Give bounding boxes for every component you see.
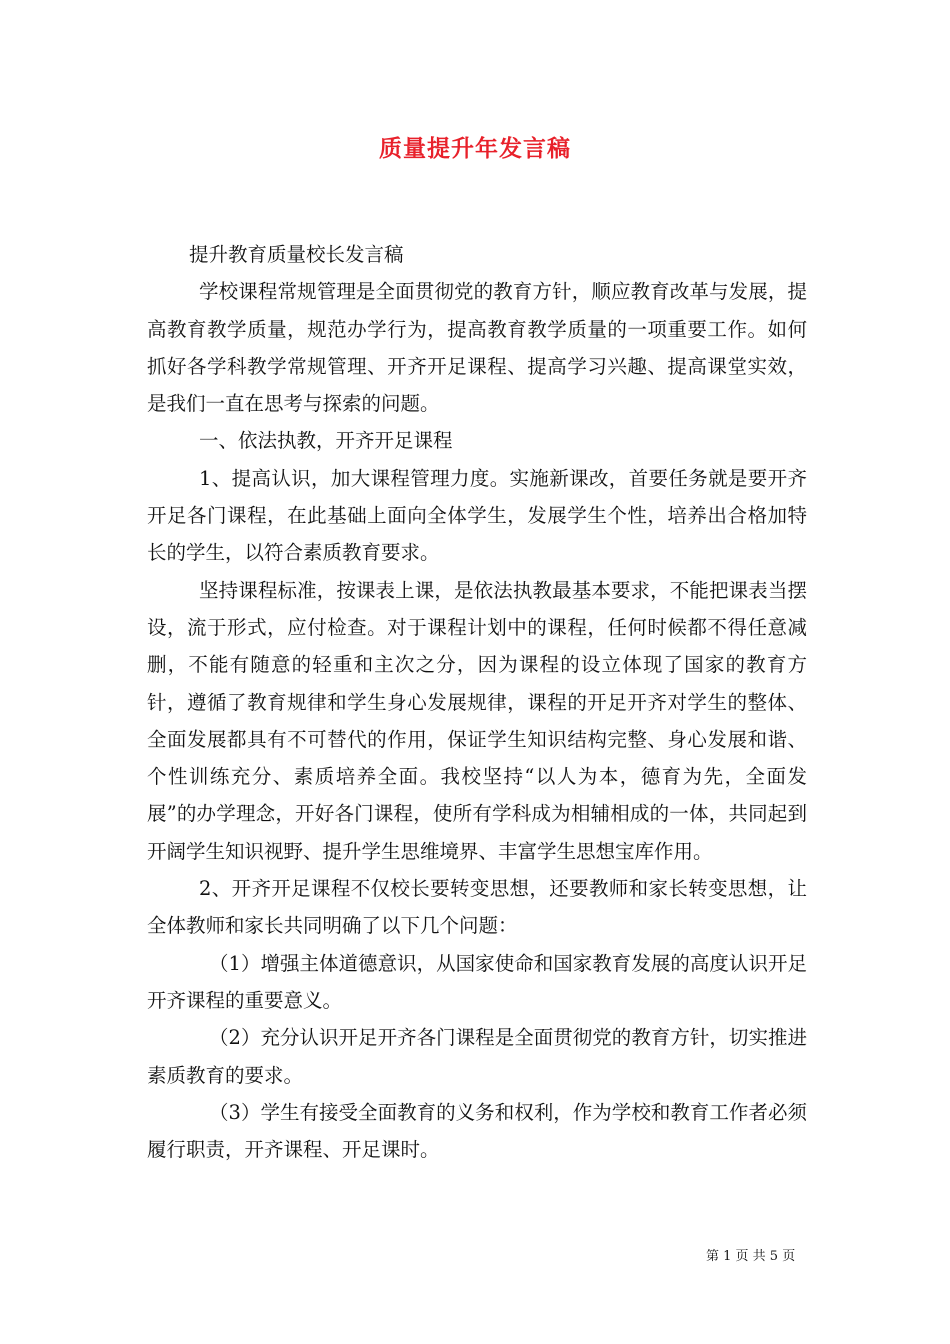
- page-number-footer: 第 1 页 共 5 页: [706, 1249, 796, 1264]
- paragraph: 2、开齐开足课程不仅校长要转变思想，还要教师和家长转变思想，让全体教师和家长共同明确了以下几个问题：: [147, 877, 807, 938]
- paragraph: 学校课程常规管理是全面贯彻党的教育方针，顺应教育改革与发展，提高教育教学质量，规范办学行为，提高教育教学质量的一项重要工作。如何抓好各学科教学常规管理、开齐开足课程、提高学习兴趣、提高课堂实效，是我们一直在思考与探索的问题。: [147, 280, 807, 416]
- paragraph: 坚持课程标准，按课表上课，是依法执教最基本要求，不能把课表当摆设，流于形式，应付检查。对于课程计划中的课程，任何时候都不得任意减删，不能有随意的轻重和主次之分，因为课程的设立体现了国家的教育方针，遵循了教育规律和学生身心发展规律，课程的开足开齐对学生的整体、全面发展都具有不可替代的作用，保证学生知识结构完整、身心发展和谐、个性训练充分、素质培养全面。我校坚持“以人为本，德育为先，全面发展”的办学理念，开好各门课程，使所有学科成为相辅相成的一体，共同起到开阔学生知识视野、提升学生思维境界、丰富学生思想宝库作用。: [147, 578, 807, 863]
- document-body: [147, 236, 807, 1168]
- list-item: （1）增强主体道德意识，从国家使命和国家教育发展的高度认识开足开齐课程的重要意义。: [147, 951, 807, 1012]
- list-item: （3）学生有接受全面教育的义务和权利，作为学校和教育工作者必须履行职责，开齐课程、开足课时。: [147, 1100, 807, 1162]
- section-heading: 一、依法执教，开齐开足课程: [199, 429, 453, 453]
- page-title: 质量提升年发言稿: [379, 135, 571, 162]
- list-item: （2）充分认识开足开齐各门课程是全面贯彻党的教育方针，切实推进素质教育的要求。: [147, 1026, 807, 1087]
- paragraph: 1、提高认识，加大课程管理力度。实施新课改，首要任务就是要开齐开足各门课程，在此基础上面向全体学生，发展学生个性，培养出合格加特长的学生，以符合素质教育要求。: [147, 466, 807, 565]
- paragraph-heading: 提升教育质量校长发言稿: [189, 243, 404, 266]
